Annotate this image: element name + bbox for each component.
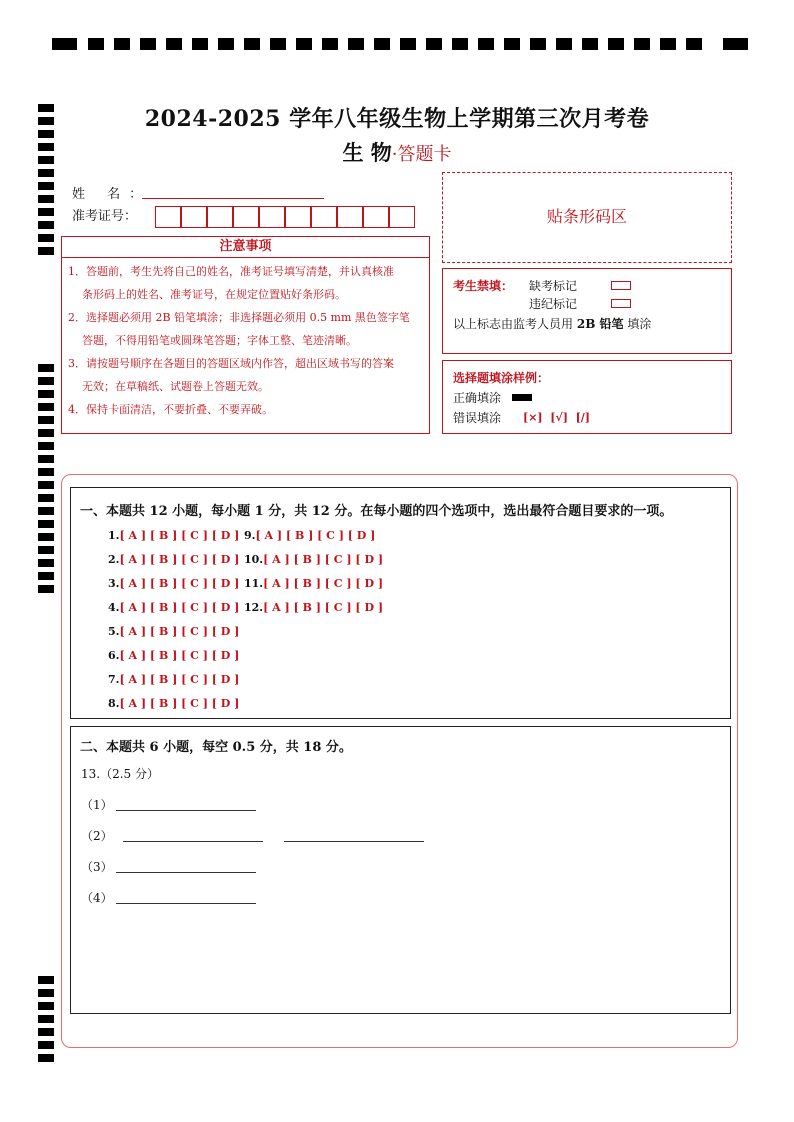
question-13-label: 13.（2.5 分） [81,767,159,781]
id-digit-box[interactable] [337,206,363,228]
answer-blank-2a[interactable] [123,841,263,842]
note-text: 填涂 [627,317,652,331]
answer-blank-4[interactable] [116,903,256,904]
timing-mark [218,38,234,50]
answer-blank-1[interactable] [116,810,256,811]
exam-ban-note [453,315,651,332]
exam-ban-label: 考生禁填： [453,279,514,293]
timing-mark [530,38,546,50]
choice-bubbles[interactable]: [ A ] [ B ] [ C ] [ D ] [255,529,376,542]
section-2-title: 二、本题共 6 小题，每空 0.5 分，共 18 分。 [80,740,352,755]
question-2[interactable] [108,553,239,566]
notice-item: 答题，不得用铅笔或圆珠笔答题；字体工整、笔迹清晰。 [82,334,357,347]
timing-mark [140,38,156,50]
timing-mark [426,38,442,50]
question-number: 6. [108,649,120,662]
timing-mark [38,494,54,502]
notice-item: 3．请按题号顺序在各题目的答题区域内作答，超出区域书写的答案 [68,357,394,370]
question-8[interactable] [108,697,239,710]
question-number: 9. [244,529,256,542]
timing-mark [38,416,54,424]
id-digit-box[interactable] [155,206,181,228]
timing-mark [38,195,54,203]
exam-ban-box [442,268,732,354]
question-3[interactable] [108,577,239,590]
page-title: 2024-2025 学年八年级生物上学期第三次月考卷 [144,106,650,132]
timing-mark [38,221,54,229]
question-10[interactable] [244,553,383,566]
violation-mark-box[interactable] [611,299,631,308]
timing-mark [38,507,54,515]
choice-bubbles[interactable]: [ A ] [ B ] [ C ] [ D ] [263,577,384,590]
question-5[interactable] [108,625,239,638]
timing-mark [38,234,54,242]
timing-mark [38,403,54,411]
timing-mark [38,455,54,463]
absent-label: 缺考标记 [529,279,578,293]
part-1-label: （1） [81,798,113,812]
question-number: 7. [108,673,120,686]
question-number: 8. [108,697,120,710]
answer-blank-3[interactable] [116,872,256,873]
timing-mark [38,989,54,997]
part-4-label: （4） [81,891,113,905]
question-number: 3. [108,577,120,590]
choice-bubbles[interactable]: [ A ] [ B ] [ C ] [ D ] [119,649,240,662]
correct-fill-sample [512,394,532,401]
question-number: 11. [244,577,264,590]
timing-mark [296,38,312,50]
section-2-box [70,726,731,1014]
timing-mark [38,182,54,190]
timing-marks-left-middle [38,364,54,600]
choice-bubbles[interactable]: [ A ] [ B ] [ C ] [ D ] [119,697,240,710]
notice-box [61,258,430,434]
timing-mark [348,38,364,50]
question-4[interactable] [108,601,239,614]
timing-mark [322,38,338,50]
timing-mark [38,1054,54,1062]
question-6[interactable] [108,649,239,662]
timing-mark [660,38,676,50]
notice-heading: 注意事项 [61,236,430,258]
violation-label: 违纪标记 [529,297,578,311]
timing-mark [38,442,54,450]
correct-fill-label: 正确填涂 [453,391,502,405]
timing-mark [38,247,54,255]
timing-mark [38,533,54,541]
timing-mark [478,38,494,50]
choice-bubbles[interactable]: [ A ] [ B ] [ C ] [ D ] [119,673,240,686]
choice-bubbles[interactable]: [ A ] [ B ] [ C ] [ D ] [119,529,240,542]
timing-mark [38,559,54,567]
barcode-area: 贴条形码区 [442,172,732,263]
timing-mark [38,585,54,593]
timing-mark [608,38,624,50]
notice-item: 条形码上的姓名、准考证号，在规定位置贴好条形码。 [82,288,346,301]
timing-mark [400,38,416,50]
id-digit-box[interactable] [233,206,259,228]
timing-mark [38,390,54,398]
timing-mark [723,38,748,50]
timing-mark [504,38,520,50]
id-digit-box[interactable] [207,206,233,228]
timing-mark [38,546,54,554]
timing-mark [192,38,208,50]
note-bold: 2B 铅笔 [576,317,624,331]
timing-mark [244,38,260,50]
wrong-fill-label: 错误填涂 [453,411,502,425]
id-digit-box[interactable] [363,206,389,228]
timing-mark [686,38,702,50]
name-label: 姓 名： [72,187,152,202]
timing-mark [38,429,54,437]
name-field[interactable] [142,198,324,199]
timing-mark [38,377,54,385]
timing-mark [374,38,390,50]
timing-mark [452,38,468,50]
timing-mark [38,169,54,177]
choice-bubbles[interactable]: [ A ] [ B ] [ C ] [ D ] [119,553,240,566]
timing-mark [38,976,54,984]
timing-mark [38,468,54,476]
timing-mark [38,208,54,216]
id-digit-box[interactable] [181,206,207,228]
choice-bubbles[interactable]: [ A ] [ B ] [ C ] [ D ] [119,577,240,590]
absent-mark-box[interactable] [611,281,631,290]
id-digit-box[interactable] [285,206,311,228]
id-digit-box[interactable] [389,206,415,228]
timing-marks-left-bottom [38,976,54,1068]
question-9[interactable] [244,529,375,542]
choice-bubbles[interactable]: [ A ] [ B ] [ C ] [ D ] [119,625,240,638]
part-3-label: （3） [81,860,113,874]
question-11[interactable] [244,577,383,590]
timing-mark [38,1041,54,1049]
timing-mark [38,572,54,580]
timing-mark [88,38,104,50]
timing-mark [38,520,54,528]
question-12[interactable] [244,601,383,614]
timing-mark [166,38,182,50]
notice-item: 1．答题前，考生先将自己的姓名，准考证号填写清楚，并认真核准 [68,265,394,278]
mc-sample-box [442,360,732,434]
timing-marks-top [52,38,748,52]
question-1[interactable] [108,529,239,542]
timing-mark [38,1015,54,1023]
question-number: 4. [108,601,120,614]
question-number: 5. [108,625,120,638]
id-label: 准考证号： [72,209,138,224]
timing-mark [270,38,286,50]
subject-name: 生 物 [342,140,392,165]
section-1-box [70,487,731,719]
answer-blank-2b[interactable] [284,841,424,842]
question-number: 1. [108,529,120,542]
note-text: 以上标志由监考人员用 [453,317,574,331]
timing-mark [634,38,650,50]
question-number: 12. [244,601,264,614]
question-number: 2. [108,553,120,566]
timing-mark [52,38,77,50]
question-number: 10. [244,553,264,566]
notice-item: 2．选择题必须用 2B 铅笔填涂；非选择题必须用 0.5 mm 黑色签字笔 [68,311,410,324]
part-2-label: （2） [81,829,113,843]
timing-mark [114,38,130,50]
choice-bubbles[interactable]: [ A ] [ B ] [ C ] [ D ] [263,601,384,614]
mc-sample-label: 选择题填涂样例： [453,371,550,385]
choice-bubbles[interactable]: [ A ] [ B ] [ C ] [ D ] [263,553,384,566]
timing-mark [556,38,572,50]
notice-item: 4．保持卡面清洁，不要折叠、不要弄破。 [68,403,273,416]
notice-item: 无效；在草稿纸、试题卷上答题无效。 [82,380,269,393]
choice-bubbles[interactable]: [ A ] [ B ] [ C ] [ D ] [119,601,240,614]
id-digit-box[interactable] [259,206,285,228]
timing-mark [38,1002,54,1010]
section-1-title: 一、本题共 12 小题，每小题 1 分，共 12 分。在每小题的四个选项中，选出最符合题目要求的一项。 [80,504,673,519]
wrong-fill-samples: [×] [√] [/] [523,411,591,424]
question-7[interactable] [108,673,239,686]
timing-mark [582,38,598,50]
timing-mark [38,481,54,489]
subject-title [0,137,794,167]
timing-mark [38,364,54,372]
id-digit-box[interactable] [311,206,337,228]
answer-card-label: ·答题卡 [391,144,452,165]
timing-mark [38,1028,54,1036]
